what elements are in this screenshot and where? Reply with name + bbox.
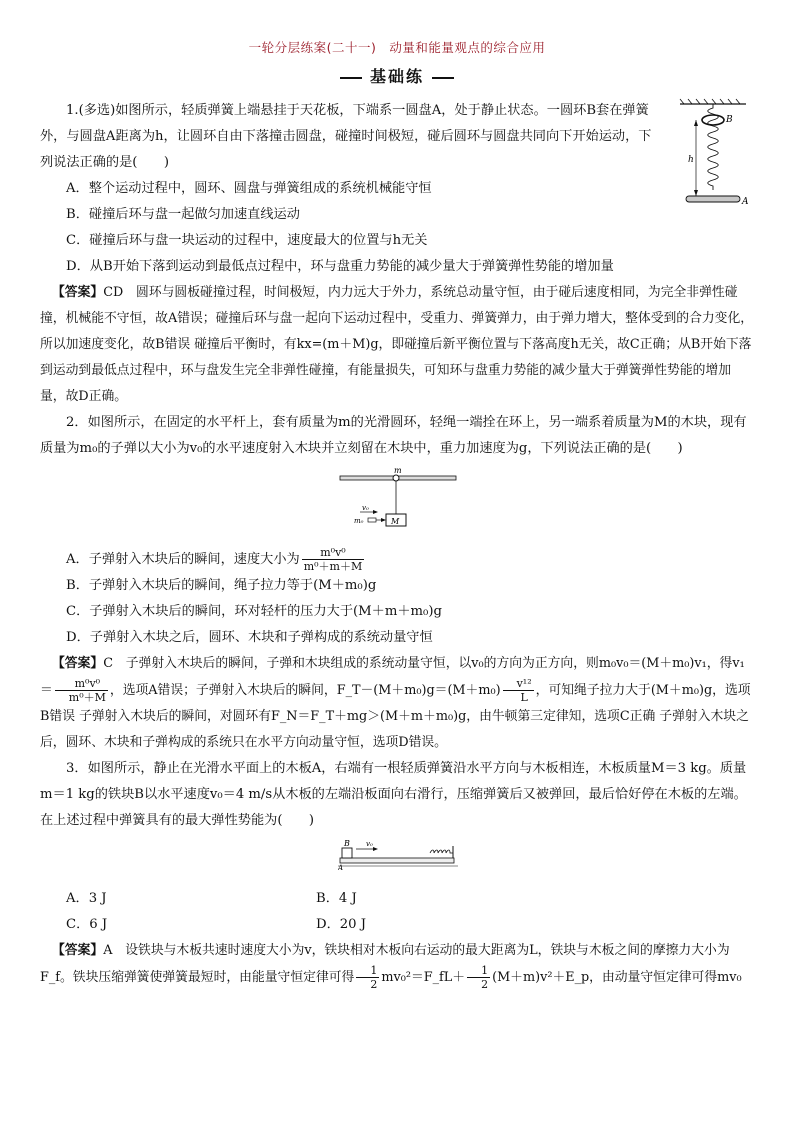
rod-ring-block-figure [338, 464, 458, 532]
q3-option-d: D．20 J [316, 917, 367, 932]
q3-answer-part2: mv₀²＝F_fL＋ [381, 970, 466, 985]
q2-answer-part1: C 子弹射入木块后的瞬间，子弹和木块组成的系统动量守恒，以v₀的方向为正方向，则m₀v₀＝(M＋m₀)v₁，得v₁＝ [40, 656, 745, 698]
fraction [467, 964, 490, 991]
fraction [302, 546, 365, 573]
answer-tag: 【答案】 [52, 943, 104, 958]
q1-option-a: A．整个运动过程中，圆环、圆盘与弹簧组成的系统机械能守恒 [66, 181, 432, 196]
q1-option-c: C．碰撞后环与盘一块运动的过程中，速度最大的位置与h无关 [66, 233, 428, 248]
q3-answer-part3: (M＋m)v²＋E_p，由动量守恒定律可得mv₀ [492, 970, 742, 985]
label-a: A [742, 197, 749, 207]
label-v0: v₀ [362, 504, 369, 512]
label-b: B [344, 839, 350, 848]
fraction-den: m⁰＋M [68, 691, 106, 704]
q2-stem: 2．如图所示，在固定的水平杆上，套有质量为m的光滑圆环，轻绳一端拴在环上，另一端系着质量为M的木块，现有质量为m₀的子弹以大小为v₀的水平速度射入木块并立刻留在木块中，重力加速度为g，下列说法正确的是( ) [40, 415, 747, 456]
q2-option-d: D．子弹射入木块之后，圆环、木块和子弹构成的系统动量守恒 [66, 630, 433, 645]
q2-answer-part2: ，选项A错误；子弹射入木块后的瞬间，F_T－(M＋m₀)g＝(M＋m₀) [109, 683, 501, 698]
q3-answer [40, 938, 756, 991]
answer-tag: 【答案】 [52, 285, 104, 300]
label-m: m [394, 466, 402, 475]
label-big-m: M [391, 517, 400, 526]
section-bar-left [340, 77, 362, 79]
q1-answer-text: CD 圆环与圆板碰撞过程，时间极短，内力远大于外力，系统总动量守恒，由于碰后速度相同，为完全非弹性碰撞，机械能不守恒，故A错误；碰撞后环与盘一起向下运动过程中，受重力、弹簧弹力，由于弹力增大，整体受到的合力变化，所以加速度变化，故B错误 碰撞后平衡时，有kx=(m＋M)g，即碰撞后新平衡位置与下落高度h无关，故C正确；从B开始下落到运动到最低点过程中，环与盘发生完全非弹性碰撞，有能量损失，可知环与盘重力势能的减少量大于弹簧弹性势能的增加量，故D正确。 [40, 285, 754, 404]
fraction-num: m⁰v⁰ [302, 546, 365, 560]
fraction [356, 964, 379, 991]
q2-option-a [40, 546, 756, 573]
label-h: h [688, 155, 694, 165]
label-a: A [338, 864, 344, 872]
fraction-den: 2 [481, 978, 489, 991]
fraction-num: v¹² [503, 677, 534, 691]
fraction-num: m⁰v⁰ [55, 677, 108, 691]
q2-figure-wrap [40, 464, 756, 542]
fraction [503, 677, 534, 704]
q3-answer-part1: A 设铁块与木板共速时速度大小为v，铁块相对木板向右运动的最大距离为L，铁块与木板之间的摩擦力大小为F_f。铁块压缩弹簧使弹簧最短时，由能量守恒定律可得 [40, 943, 730, 985]
q2-option-a-text: A．子弹射入木块后的瞬间，速度大小为 [66, 552, 300, 567]
fraction-num: 1 [467, 964, 490, 978]
label-v0: v₀ [366, 840, 373, 848]
question-1 [40, 98, 756, 254]
q1-option-b: B．碰撞后环与盘一起做匀加速直线运动 [66, 207, 300, 222]
q3-option-b: B．4 J [316, 891, 357, 906]
section-title [0, 64, 794, 87]
spring-disc-figure [676, 98, 756, 208]
answer-tag: 【答案】 [52, 656, 104, 671]
q3-option-c: C．6 J [66, 917, 108, 932]
q2-answer [40, 651, 756, 756]
q2-option-b: B．子弹射入木块后的瞬间，绳子拉力等于(M＋m₀)g [66, 578, 377, 593]
board-spring-figure [338, 836, 458, 872]
label-m0: m₀ [354, 517, 364, 525]
content [40, 98, 756, 991]
fraction-den: m⁰＋m＋M [303, 560, 363, 573]
q1-option-d: D．从B开始下落到运动到最低点过程中，环与盘重力势能的减少量大于弹簧弹性势能的增加量 [66, 259, 614, 274]
q2-option-c: C．子弹射入木块后的瞬间，环对轻杆的压力大于(M＋m＋m₀)g [66, 604, 442, 619]
fraction [55, 677, 108, 704]
fraction-num: 1 [356, 964, 379, 978]
q3-stem: 3．如图所示，静止在光滑水平面上的木板A，右端有一根轻质弹簧沿水平方向与木板相连，木板质量M＝3 kg。质量m＝1 kg的铁块B以水平速度v₀＝4 m/s从木板的左端沿板面向右滑行，压缩弹簧后又被弹回，最后恰好停在木板的左端。在上述过程中弹簧具有的最大弹性势能为( ) [40, 761, 747, 828]
page-header: 一轮分层练案(二十一) 动量和能量观点的综合应用 [248, 40, 546, 55]
q3-figure-wrap [40, 836, 756, 882]
q3-option-a: A．3 J [66, 891, 107, 906]
q3-options [40, 886, 756, 938]
fraction-den: L [520, 691, 528, 704]
q2-answer-part3: ，可知绳子拉力大于(M＋m₀)g，选项B错误 子弹射入木块后的瞬间，对圆环有F_N＝F_T＋mg＞(M＋m＋m₀)g，由牛顿第三定律知，选项C正确 子弹射入木块之后，圆环、木块和子弹构成的系统只在水平方向动量守恒，选项D错误。 [40, 683, 751, 750]
q1-stem: 1.(多选)如图所示，轻质弹簧上端悬挂于天花板，下端系一圆盘A，处于静止状态。一圆环B套在弹簧外，与圆盘A距离为h，让圆环自由下落撞击圆盘，碰撞时间极短，碰后圆环与圆盘共同向下开始运动，下列说法正确的是( ) [40, 103, 652, 170]
section-title-text: 基础练 [369, 67, 424, 86]
fraction-den: 2 [370, 978, 378, 991]
label-b: B [726, 115, 733, 125]
section-bar-right [432, 77, 454, 79]
q1-answer [40, 280, 756, 410]
